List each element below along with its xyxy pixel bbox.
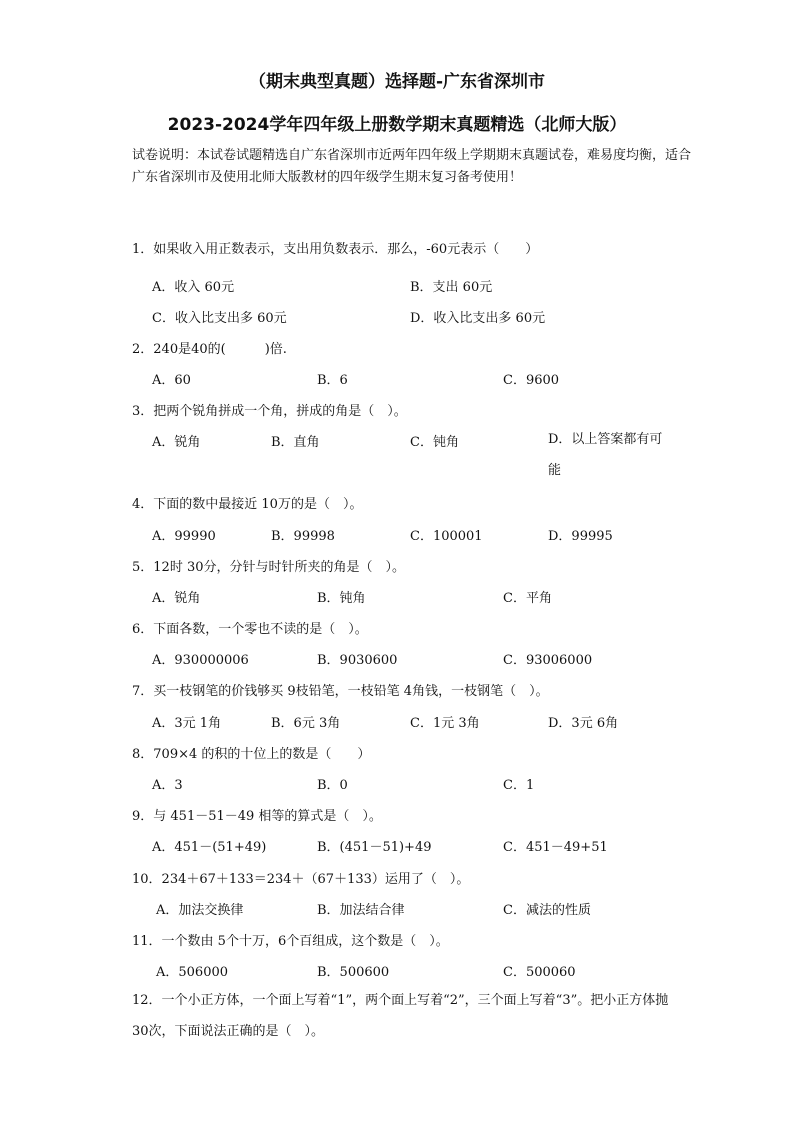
question-4: 4．下面的数中最接近 10万的是（ ）。 bbox=[132, 497, 363, 512]
q3-option-c: C．钝角 bbox=[410, 435, 459, 450]
q10-option-a: A．加法交换律 bbox=[156, 903, 244, 918]
q6-option-a: A．930000006 bbox=[152, 653, 249, 668]
q7-option-b: B．6元 3角 bbox=[271, 716, 341, 731]
q11-option-a: A．506000 bbox=[156, 965, 229, 980]
q3-option-b: B．直角 bbox=[271, 435, 320, 450]
q4-option-b: B．99998 bbox=[271, 529, 335, 544]
doc-title-line1: （期末典型真题）选择题-广东省深圳市 bbox=[248, 72, 546, 92]
q8-option-b: B．0 bbox=[317, 778, 348, 793]
q2-option-c: C．9600 bbox=[503, 373, 560, 388]
q2-option-b: B．6 bbox=[317, 373, 348, 388]
question-11: 11．一个数由 5个十万，6个百组成，这个数是（ ）。 bbox=[132, 934, 449, 949]
q7-option-c: C．1元 3角 bbox=[410, 716, 480, 731]
q8-option-a: A．3 bbox=[152, 778, 183, 793]
q9-option-c: C．451－49+51 bbox=[503, 840, 608, 855]
question-9: 9．与 451－51－49 相等的算式是（ ）。 bbox=[132, 809, 382, 824]
q5-option-b: B．钝角 bbox=[317, 591, 366, 606]
q8-option-c: C．1 bbox=[503, 778, 535, 793]
question-6: 6．下面各数，一个零也不读的是（ ）。 bbox=[132, 622, 368, 637]
q1-option-b: B．支出 60元 bbox=[410, 280, 493, 295]
q6-option-b: B．9030600 bbox=[317, 653, 398, 668]
q7-option-a: A．3元 1角 bbox=[152, 716, 222, 731]
question-12: 12．一个小正方体，一个面上写着“1”，两个面上写着“2”，三个面上写着“3”。把小正方体抛 30次，下面说法正确的是（ ）。 bbox=[132, 993, 669, 1039]
q10-option-b: B．加法结合律 bbox=[317, 903, 405, 918]
q11-option-b: B．500600 bbox=[317, 965, 390, 980]
q1-option-c: C．收入比支出多 60元 bbox=[152, 311, 287, 326]
q9-option-a: A．451－(51+49) bbox=[152, 840, 267, 855]
question-2: 2．240是40的( )倍. bbox=[132, 342, 287, 357]
exam-intro: 试卷说明：本试卷试题精选自广东省深圳市近两年四年级上学期期末真题试卷，难易度均衡，适合广东省深圳市及使用北师大版教材的四年级学生期末复习备考使用！ bbox=[132, 148, 692, 185]
q4-option-d: D．99995 bbox=[548, 529, 613, 544]
q5-option-c: C．平角 bbox=[503, 591, 552, 606]
q4-option-c: C．100001 bbox=[410, 529, 483, 544]
q10-option-c: C．减法的性质 bbox=[503, 903, 591, 918]
q3-option-d: D．以上答案都有可能 bbox=[548, 432, 663, 478]
question-10: 10．234＋67＋133＝234＋（67＋133）运用了（ ）。 bbox=[132, 872, 470, 887]
q3-option-a: A．锐角 bbox=[152, 435, 201, 450]
q2-option-a: A．60 bbox=[152, 373, 191, 388]
q7-option-d: D．3元 6角 bbox=[548, 716, 619, 731]
q11-option-c: C．500060 bbox=[503, 965, 576, 980]
question-5: 5．12时 30分，分针与时针所夹的角是（ ）。 bbox=[132, 560, 405, 575]
q1-option-d: D．收入比支出多 60元 bbox=[410, 311, 546, 326]
q1-option-a: A．收入 60元 bbox=[152, 280, 235, 295]
q6-option-c: C．93006000 bbox=[503, 653, 593, 668]
doc-title-line2: 2023-2024学年四年级上册数学期末真题精选（北师大版） bbox=[167, 115, 627, 135]
q5-option-a: A．锐角 bbox=[152, 591, 201, 606]
question-1: 1．如果收入用正数表示，支出用负数表示．那么，-60元表示（ ） bbox=[132, 242, 539, 257]
q4-option-a: A．99990 bbox=[152, 529, 216, 544]
question-7: 7．买一枝钢笔的价钱够买 9枝铅笔，一枝铅笔 4角钱，一枝钢笔（ ）。 bbox=[132, 684, 549, 699]
question-8: 8．709×4 的积的十位上的数是（ ） bbox=[132, 747, 371, 762]
q9-option-b: B．(451－51)+49 bbox=[317, 840, 432, 855]
question-3: 3．把两个锐角拼成一个角，拼成的角是（ ）。 bbox=[132, 404, 407, 419]
